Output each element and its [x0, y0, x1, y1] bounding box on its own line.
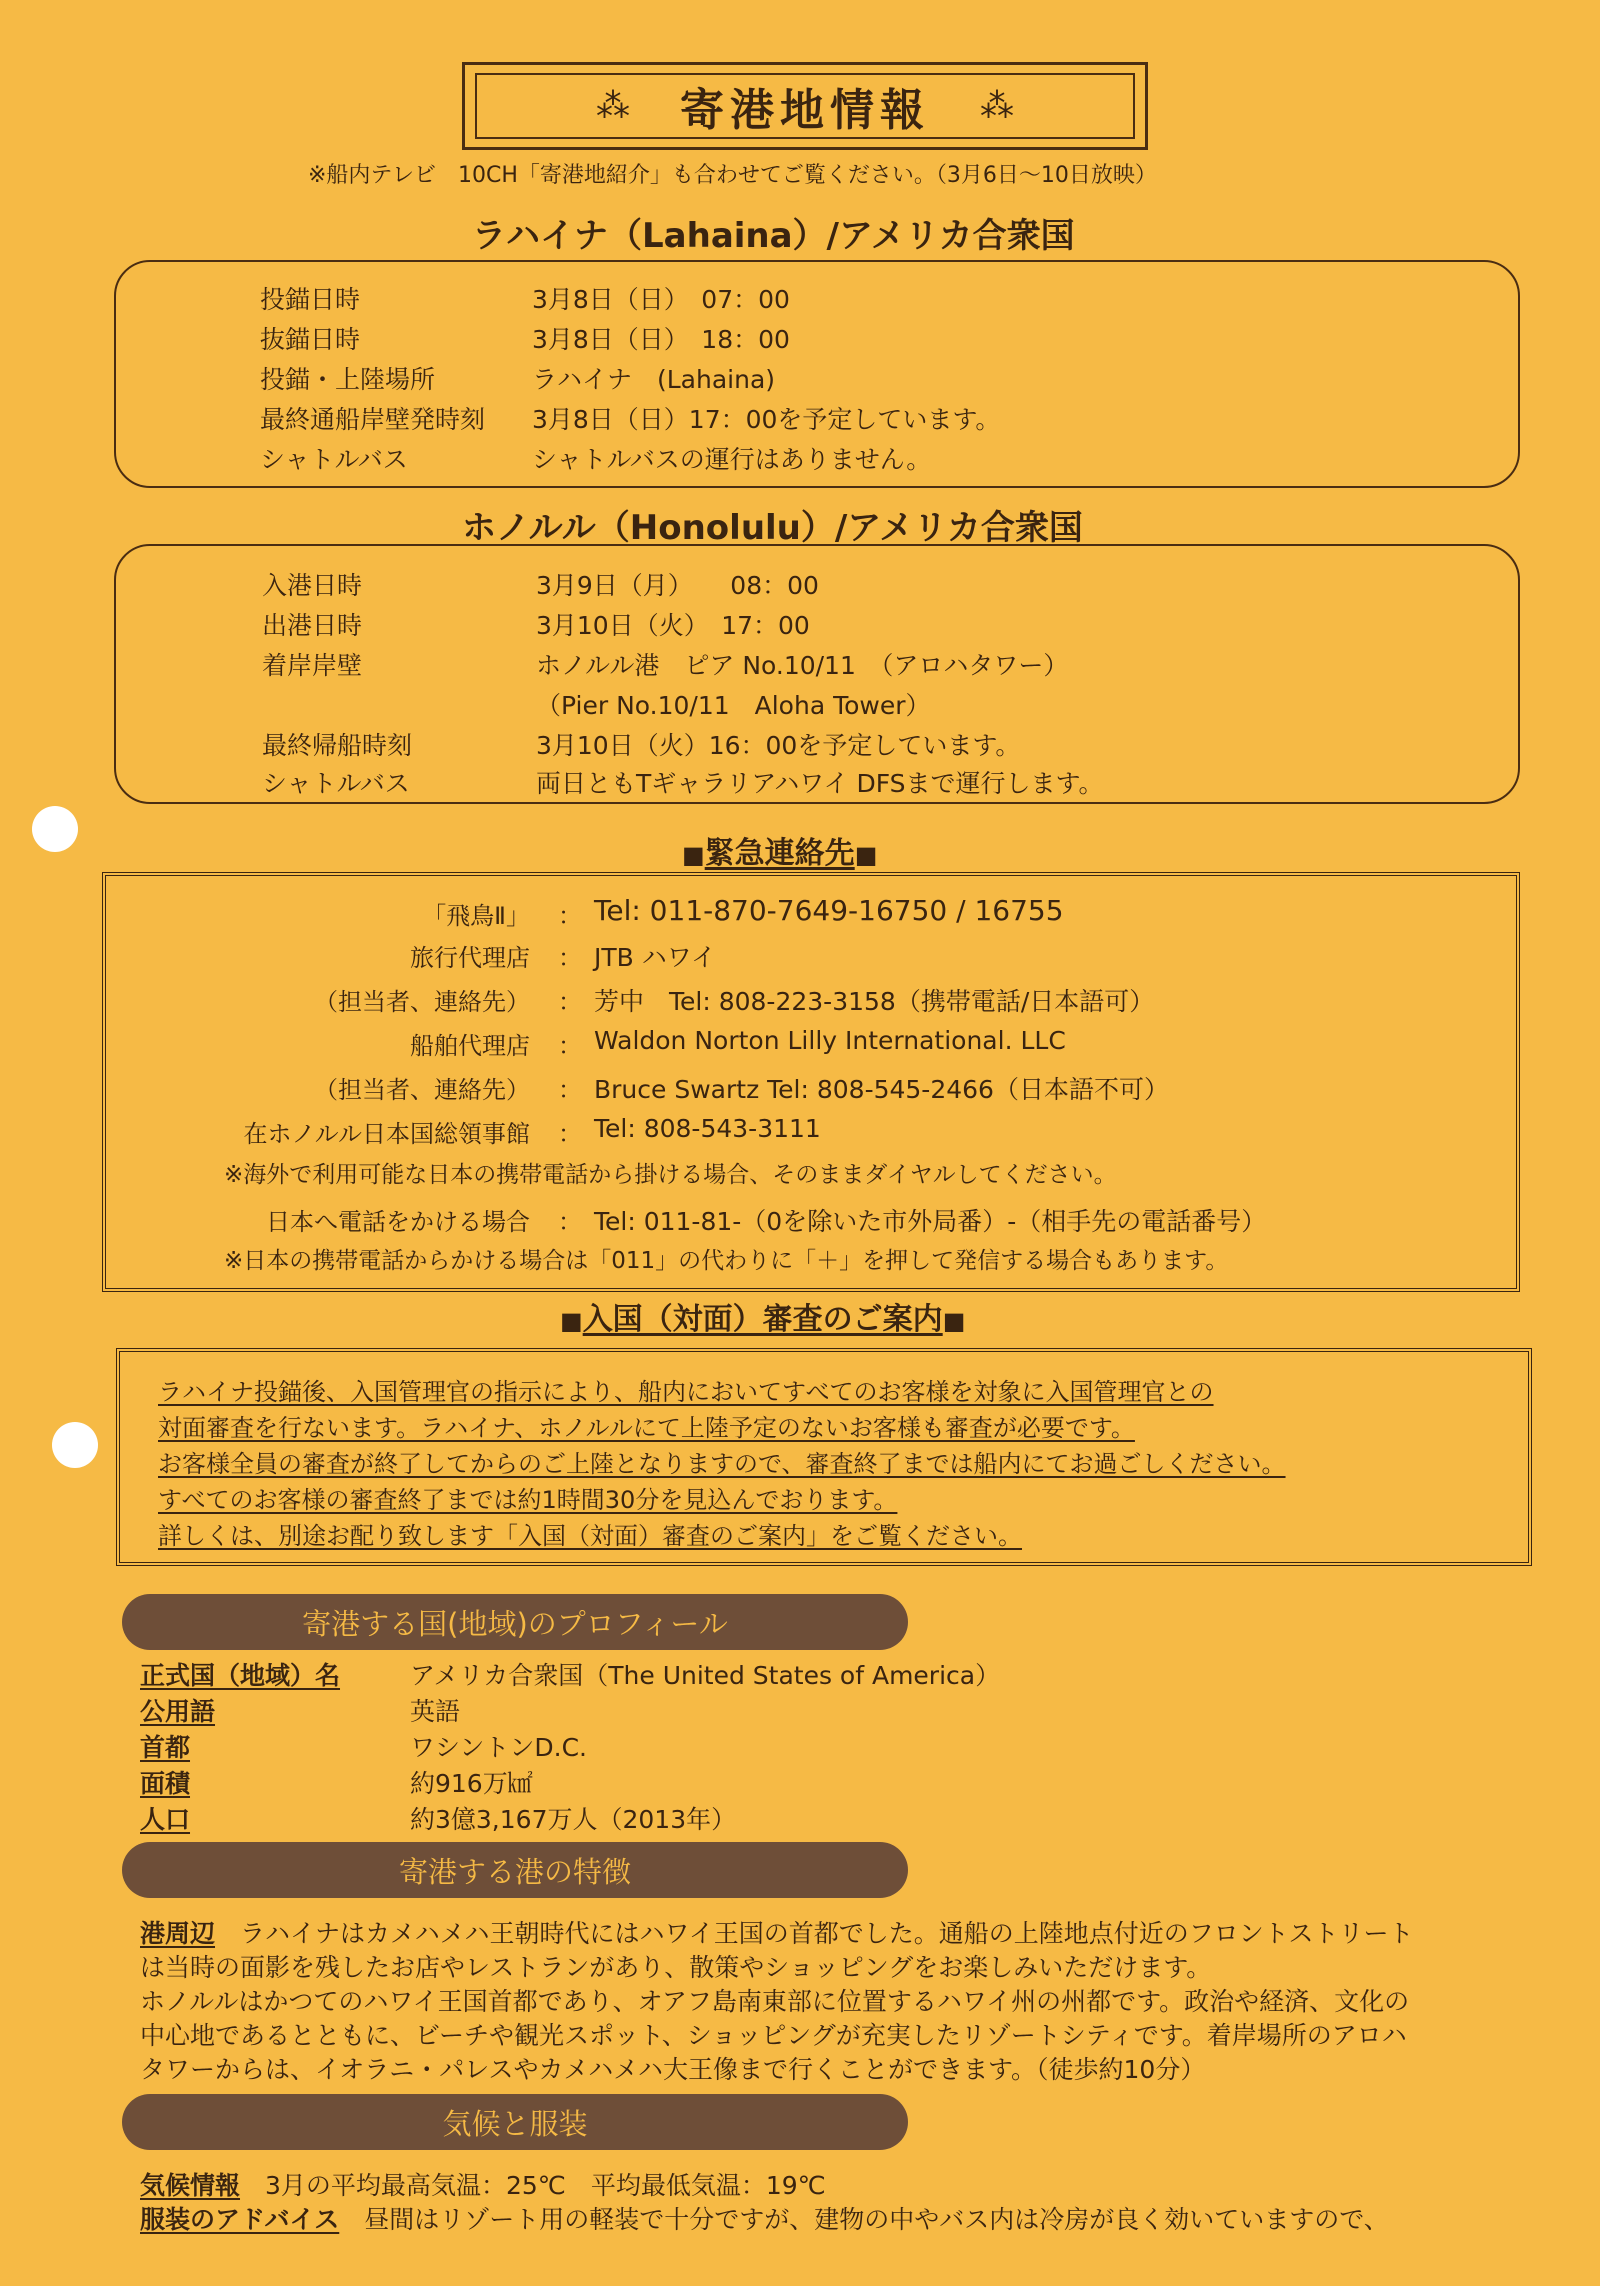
lahaina-val-anchor: 3月8日（日） 07：00 [532, 285, 790, 314]
profile-value-name: アメリカ合衆国（The United States of America） [410, 1661, 1001, 1690]
lahaina-row-place: 投錨・上陸場所 [260, 365, 436, 394]
immigration-line-4: すべてのお客様の審査終了までは約1時間30分を見込んでおります。 [158, 1486, 898, 1514]
punch-hole-top [32, 806, 78, 852]
ec-value-contact-2: Bruce Swartz Tel: 808-545-2466（日本語不可） [594, 1075, 1169, 1104]
climate-heading: 気候と服装 [122, 2094, 908, 2150]
port-features-line-1: 港周辺 ラハイナはカメハメハ王朝時代にはハワイ王国の首都でした。通船の上陸地点付近のフロントストリート [140, 1919, 1414, 1948]
ec-value-ship-agent: Waldon Norton Lilly International. LLC [594, 1026, 1066, 1055]
port-features-heading: 寄港する港の特徴 [122, 1842, 908, 1898]
ec-note-plus: ※日本の携帯電話からかける場合は「011」の代わりに「＋」を押して発信する場合もあります。 [224, 1248, 1229, 1274]
ec-label-asuka: 「飛鳥Ⅱ」 [422, 902, 530, 930]
immigration-line-2: 対面審査を行ないます。ラハイナ、ホノルルにて上陸予定のないお客様も審査が必要です。 [158, 1414, 1135, 1442]
profile-label-language: 公用語 [140, 1697, 216, 1726]
lahaina-val-place: ラハイナ (Lahaina) [532, 365, 776, 394]
immigration-line-5: 詳しくは、別途お配り致します「入国（対面）審査のご案内」をご覧ください。 [158, 1522, 1022, 1550]
profile-value-language: 英語 [410, 1697, 461, 1726]
lahaina-heading: ラハイナ（Lahaina）/アメリカ合衆国 [472, 216, 1075, 256]
honolulu-val-berth-en: （Pier No.10/11 Aloha Tower） [536, 691, 931, 720]
honolulu-val-depart: 3月10日（火） 17：00 [536, 611, 810, 640]
ec-label-travel-agent: 旅行代理店 [410, 944, 530, 972]
honolulu-val-berth: ホノルル港 ピア No.10/11 （アロハタワー） [536, 651, 1069, 680]
ornament-left-icon: ⁂ [596, 86, 630, 126]
profile-label-population: 人口 [140, 1805, 191, 1834]
profile-heading: 寄港する国(地域)のプロフィール [122, 1594, 908, 1650]
profile-value-area: 約916万㎢ [410, 1769, 533, 1798]
port-features-line-2: は当時の面影を残したお店やレストランがあり、散策やショッピングをお楽しみいただけます。 [140, 1953, 1212, 1982]
lahaina-val-shuttle: シャトルバスの運行はありません。 [532, 445, 932, 474]
ec-value-asuka: Tel: 011-870-7649-16750 / 16755 [594, 894, 1064, 927]
ornament-right-icon: ⁂ [980, 86, 1014, 126]
ec-label-call-japan: 日本へ電話をかける場合 [266, 1208, 530, 1236]
ec-value-contact-1: 芳中 Tel: 808-223-3158（携帯電話/日本語可） [594, 987, 1155, 1016]
punch-hole-bottom [52, 1422, 98, 1468]
ec-label-contact-2: （担当者、連絡先） [314, 1076, 530, 1104]
honolulu-row-berth: 着岸岸壁 [262, 651, 363, 680]
ec-label-ship-agent: 船舶代理店 [410, 1032, 530, 1060]
ec-value-travel-agent: JTB ハワイ [594, 943, 716, 972]
honolulu-val-shuttle: 両日ともTギャラリアハワイ DFSまで運行します。 [536, 769, 1104, 798]
profile-label-area: 面積 [140, 1769, 191, 1798]
honolulu-val-last-return: 3月10日（火）16：00を予定しています。 [536, 731, 1021, 760]
port-features-line-3: ホノルルはかつてのハワイ王国首都であり、オアフ島南東部に位置するハワイ州の州都です。政治や経済、文化の [140, 1987, 1410, 2016]
immigration-line-1: ラハイナ投錨後、入国管理官の指示により、船内においてすべてのお客様を対象に入国管理官との [158, 1378, 1214, 1406]
lahaina-val-depart: 3月8日（日） 18：00 [532, 325, 790, 354]
climate-info-line: 気候情報 3月の平均最高気温：25℃ 平均最低気温：19℃ [140, 2171, 826, 2200]
honolulu-val-arrive: 3月9日（月） 08：00 [536, 571, 819, 600]
lahaina-row-depart: 抜錨日時 [260, 325, 361, 354]
ec-label-contact-1: （担当者、連絡先） [314, 988, 530, 1016]
honolulu-heading: ホノルル（Honolulu）/アメリカ合衆国 [462, 508, 1083, 548]
immigration-line-3: お客様全員の審査が終了してからのご上陸となりますので、審査終了までは船内にてお過ごしください。 [158, 1450, 1286, 1478]
honolulu-box [114, 544, 1520, 804]
lahaina-row-last-tender: 最終通船岸壁発時刻 [260, 405, 486, 434]
climate-advice-line: 服装のアドバイス 昼間はリゾート用の軽装で十分ですが、建物の中やバス内は冷房が良く効いていますので、 [140, 2205, 1389, 2234]
page-title: 寄港地情報 [680, 85, 930, 136]
ec-value-call-japan: Tel: 011-81-（0を除いた市外局番）-（相手先の電話番号） [594, 1207, 1267, 1236]
title-frame [462, 62, 1148, 150]
profile-value-population: 約3億3,167万人（2013年） [410, 1805, 737, 1834]
profile-label-name: 正式国（地域）名 [140, 1661, 341, 1690]
lahaina-row-anchor: 投錨日時 [260, 285, 361, 314]
honolulu-row-arrive: 入港日時 [262, 571, 363, 600]
lahaina-box [114, 260, 1520, 488]
immigration-heading: ■入国（対面）審査のご案内■ [560, 1302, 966, 1337]
port-features-line-4: 中心地であるとともに、ビーチや観光スポット、ショッピングが充実したリゾートシティです。着岸場所のアロハ [140, 2021, 1407, 2050]
lahaina-val-last-tender: 3月8日（日）17：00を予定しています。 [532, 405, 1001, 434]
honolulu-row-depart: 出港日時 [262, 611, 363, 640]
profile-label-capital: 首都 [140, 1733, 191, 1762]
profile-value-capital: ワシントンD.C. [410, 1733, 587, 1762]
port-features-line-5: タワーからは、イオラニ・パレスやカメハメハ大王像まで行くことができます。（徒歩約10分） [140, 2055, 1206, 2084]
ec-value-consulate: Tel: 808-543-3111 [594, 1114, 821, 1143]
honolulu-row-last-return: 最終帰船時刻 [262, 731, 413, 760]
ec-label-consulate: 在ホノルル日本国総領事館 [243, 1120, 530, 1148]
lahaina-row-shuttle: シャトルバス [260, 445, 408, 474]
emergency-heading: ■緊急連絡先■ [682, 836, 878, 871]
ec-note-mobile: ※海外で利用可能な日本の携帯電話から掛ける場合、そのままダイヤルしてください。 [224, 1162, 1117, 1188]
tv-note: ※船内テレビ 10CH「寄港地紹介」も合わせてご覧ください。（3月6日〜10日放映） [308, 163, 1157, 188]
honolulu-row-shuttle: シャトルバス [262, 769, 410, 798]
